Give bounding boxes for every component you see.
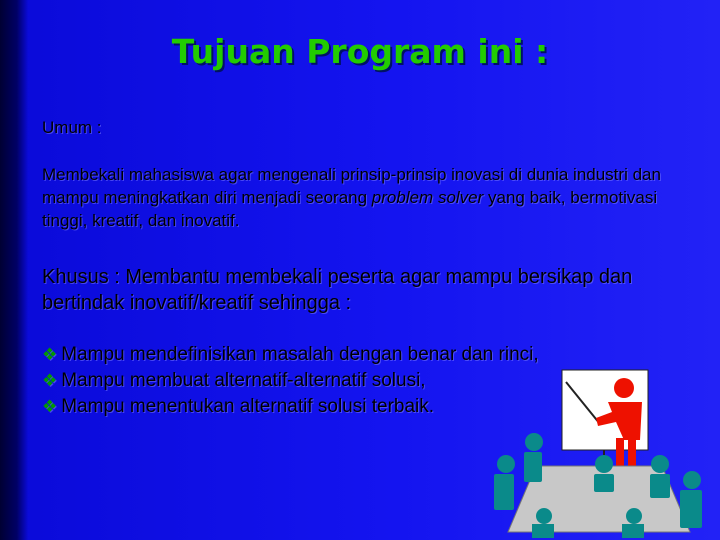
umum-body (42, 163, 702, 232)
left-gradient-band (0, 0, 28, 540)
umum-body-part1: Membekali mahasiswa agar mengenali prinsip-prinsip inovasi di dunia industri dan mampu meningkatkan diri menjadi seorang (42, 165, 661, 207)
bullet-text: Mampu membuat alternatif-alternatif solusi, (61, 370, 426, 391)
bullet-text: Mampu mendefinisikan masalah dengan benar dan rinci, (61, 344, 539, 365)
presenter-clipart-icon (484, 368, 710, 538)
slide-title: Tujuan Program ini : (171, 32, 549, 71)
khusus-text: Khusus : Membantu membekali peserta agar mampu bersikap dan bertindak inovatif/kreatif sehingga : (42, 266, 633, 314)
umum-body-part2: yang baik, bermotivasi tinggi, kreatif, dan inovatif. (42, 188, 658, 230)
list-item (42, 342, 682, 368)
bullet-diamond-icon: ❖ (42, 371, 58, 390)
bullet-diamond-icon: ❖ (42, 345, 58, 364)
umum-label: Umum : (42, 118, 102, 137)
bullet-diamond-icon: ❖ (42, 397, 58, 416)
umum-body-italic: problem solver (371, 188, 484, 207)
bullet-text: Mampu menentukan alternatif solusi terbaik. (61, 396, 435, 417)
